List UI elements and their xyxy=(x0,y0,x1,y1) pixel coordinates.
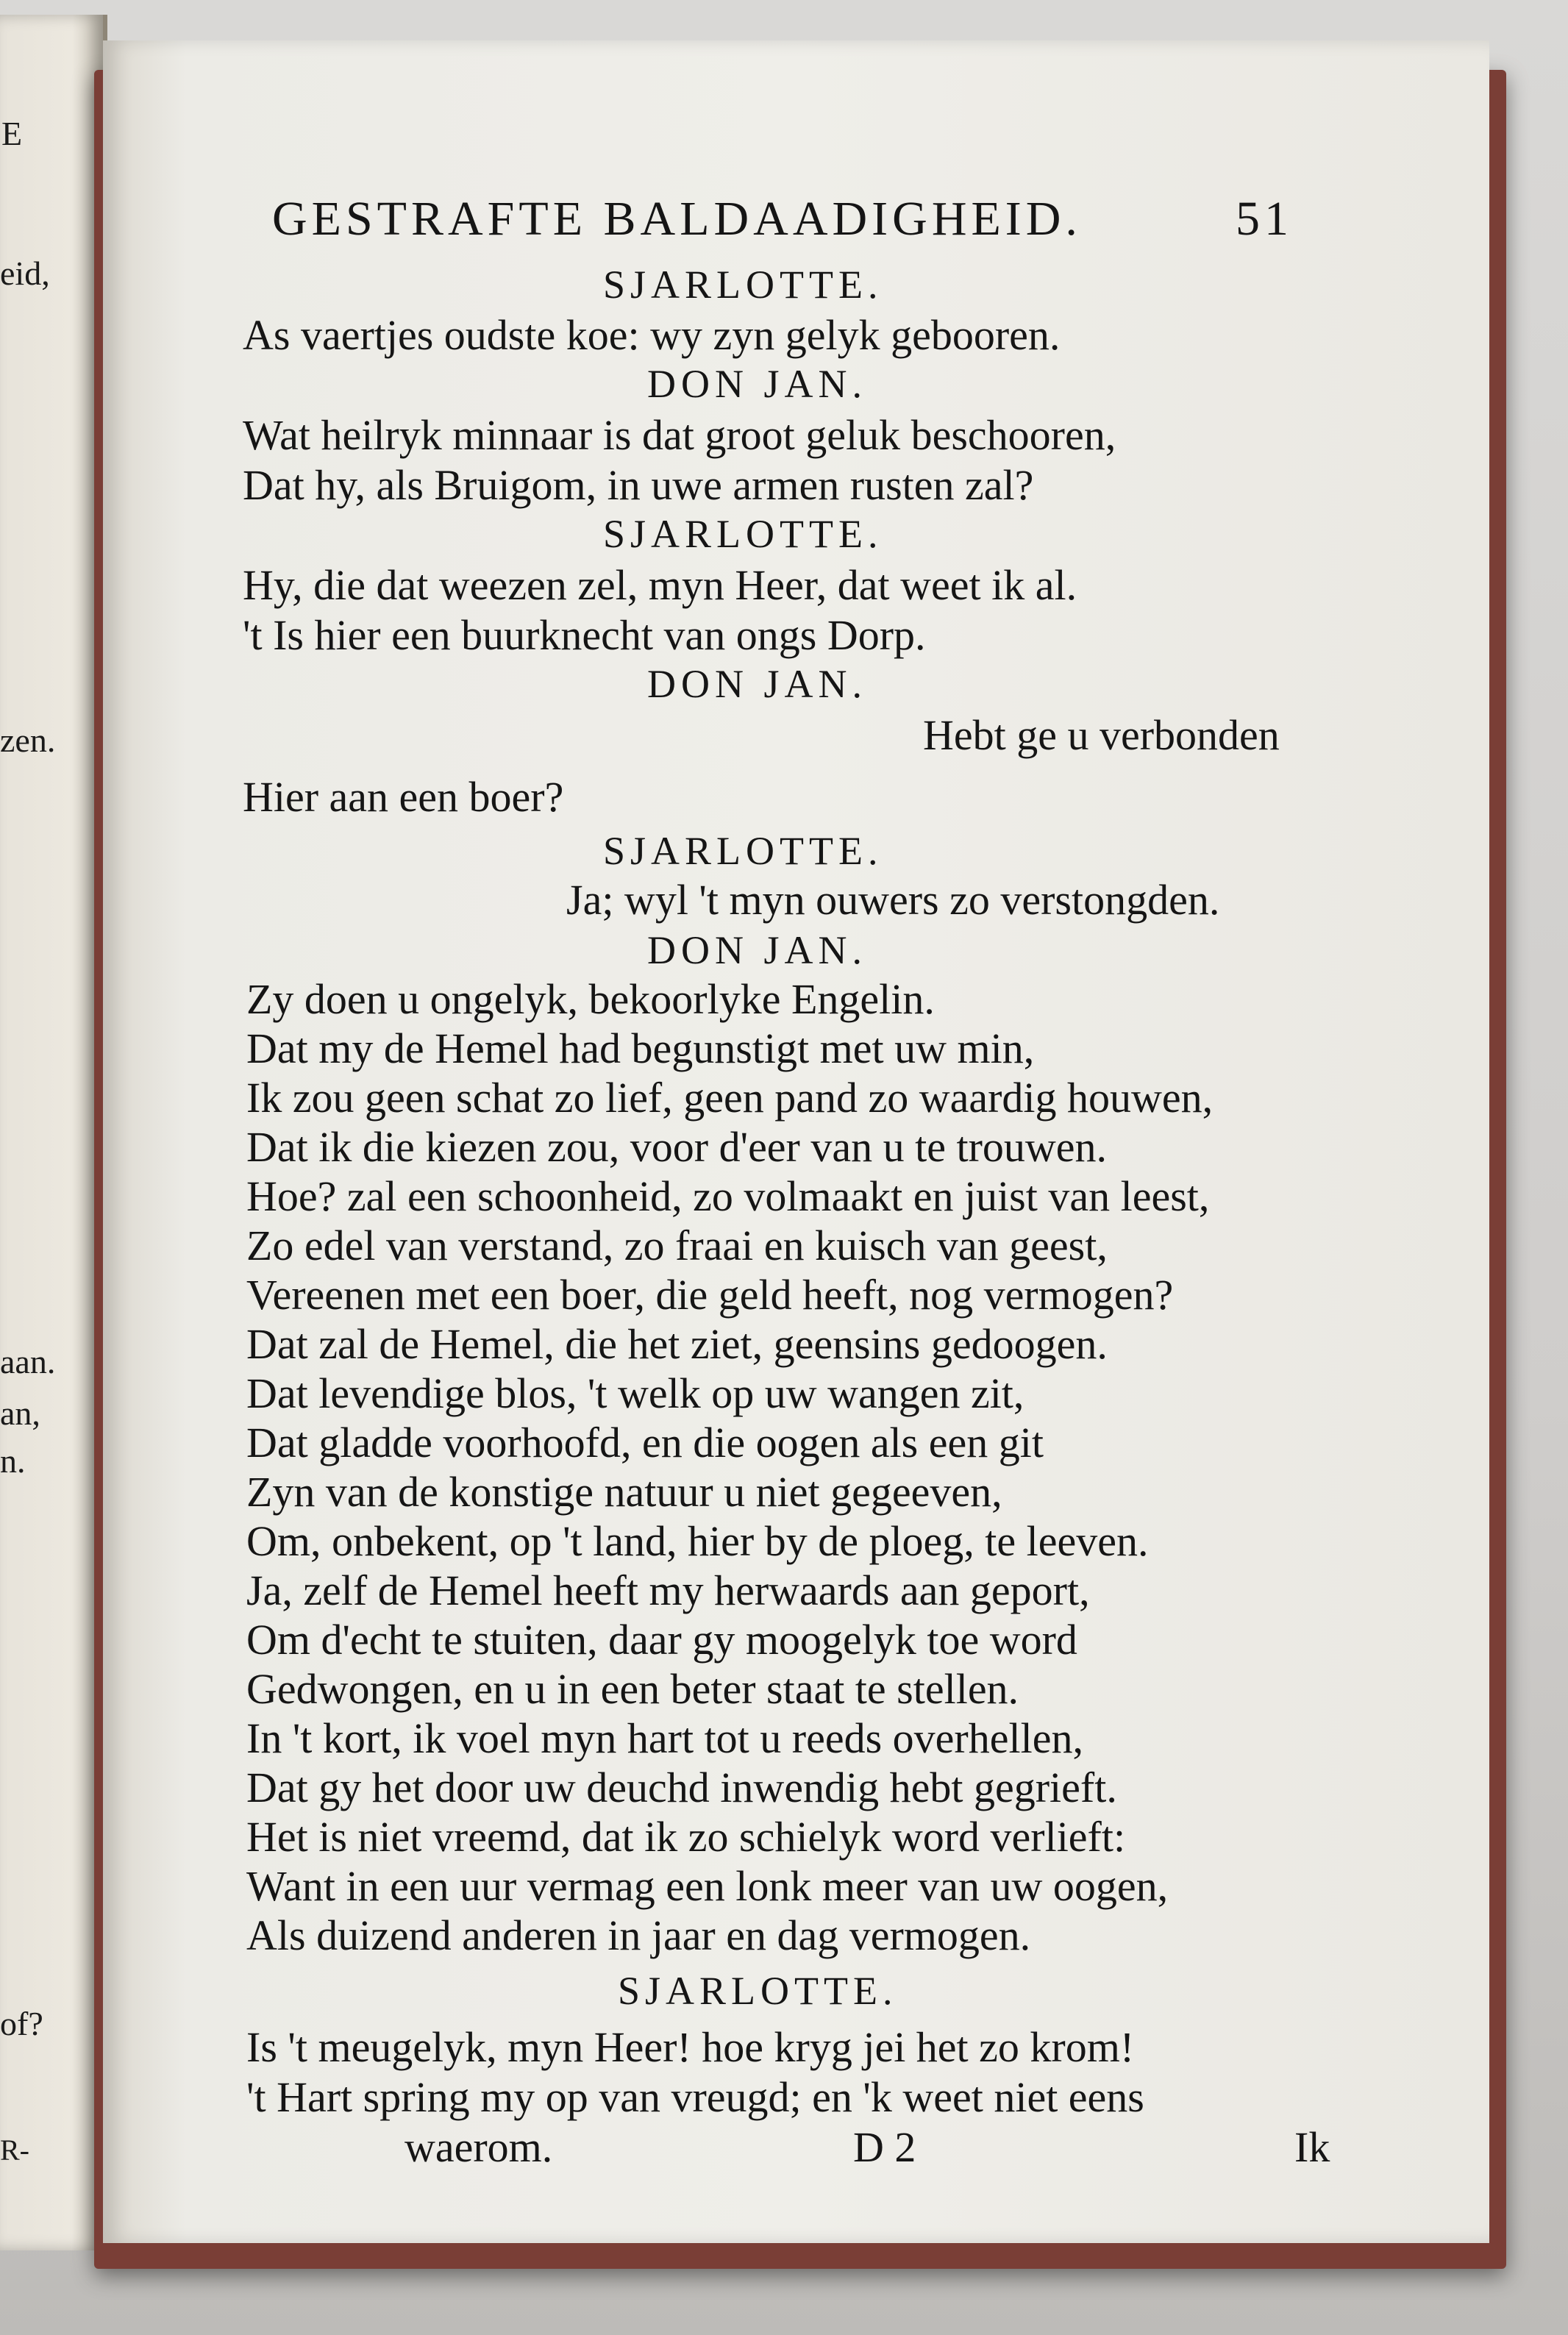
verse-line: Hy, die dat weezen zel, myn Heer, dat weet ik al. xyxy=(243,561,1077,609)
verse-line: Dat ik die kiezen zou, voor d'eer van u te trouwen. xyxy=(246,1123,1108,1171)
verse-line: Ik zou geen schat zo lief, geen pand zo waardig houwen, xyxy=(246,1074,1214,1122)
catchword: Ik xyxy=(1294,2123,1330,2171)
left-fragment: of? xyxy=(0,2005,43,2042)
verse-line: Als duizend anderen in jaar en dag vermogen. xyxy=(246,1911,1031,1959)
signature-mark: D 2 xyxy=(853,2123,916,2171)
left-fragment: zen. xyxy=(0,721,56,759)
left-fragment: n. xyxy=(0,1442,26,1480)
left-fragment: E xyxy=(1,115,23,152)
left-page-edge xyxy=(0,15,107,2250)
left-fragment: eid, xyxy=(0,254,50,292)
verse-line: 't Is hier een buurknecht van ongs Dorp. xyxy=(243,611,926,659)
verse-line: Dat levendige blos, 't welk op uw wangen zit, xyxy=(246,1369,1024,1417)
verse-line: Gedwongen, en u in een beter staat te stellen. xyxy=(246,1665,1019,1713)
speaker-label: SJARLOTTE. xyxy=(603,512,883,556)
verse-line: 't Hart spring my op van vreugd; en 'k weet niet eens xyxy=(246,2073,1144,2121)
speaker-label: DON JAN. xyxy=(647,928,867,972)
verse-line: Want in een uur vermag een lonk meer van uw oogen, xyxy=(246,1862,1169,1910)
speaker-label: SJARLOTTE. xyxy=(603,263,883,307)
verse-line: Zo edel van verstand, zo fraai en kuisch van geest, xyxy=(246,1222,1108,1269)
verse-line: Dat gladde voorhoofd, en die oogen als een git xyxy=(246,1419,1044,1466)
page-number: 51 xyxy=(1236,192,1293,246)
left-fragment: R- xyxy=(0,2133,29,2167)
verse-line-continuation: waerom. xyxy=(405,2123,553,2171)
verse-line: Om, onbekent, op 't land, hier by de ploeg, te leeven. xyxy=(246,1517,1149,1565)
verse-line: As vaertjes oudste koe: wy zyn gelyk gebooren. xyxy=(243,311,1061,359)
verse-line: Is 't meugelyk, myn Heer! hoe kryg jei het zo krom! xyxy=(246,2023,1135,2071)
page-text xyxy=(103,40,1489,2243)
verse-line: In 't kort, ik voel myn hart tot u reeds overhellen, xyxy=(246,1714,1083,1762)
speaker-label: SJARLOTTE. xyxy=(603,829,883,873)
verse-line: Hebt ge u verbonden xyxy=(923,711,1280,759)
verse-line: Zy doen u ongelyk, bekoorlyke Engelin. xyxy=(246,975,935,1023)
verse-line: Zyn van de konstige natuur u niet gegeeven, xyxy=(246,1468,1002,1516)
verse-line: Hoe? zal een schoonheid, zo volmaakt en juist van leest, xyxy=(246,1172,1210,1220)
verse-line: Wat heilryk minnaar is dat groot geluk beschooren, xyxy=(243,411,1116,459)
verse-line: Om d'echt te stuiten, daar gy moogelyk toe word xyxy=(246,1616,1077,1664)
left-fragment: an, xyxy=(0,1394,40,1432)
book-page xyxy=(103,40,1489,2243)
speaker-label: SJARLOTTE. xyxy=(618,1969,898,2013)
running-head: GESTRAFTE BALDAADIGHEID. xyxy=(272,192,1082,246)
verse-line: Dat hy, als Bruigom, in uwe armen rusten zal? xyxy=(243,461,1034,509)
verse-line: Ja, zelf de Hemel heeft my herwaards aan geport, xyxy=(246,1566,1090,1614)
verse-line: Vereenen met een boer, die geld heeft, nog vermogen? xyxy=(246,1271,1174,1319)
verse-line: Dat gy het door uw deuchd inwendig hebt gegrieft. xyxy=(246,1764,1117,1811)
verse-line: Dat zal de Hemel, die het ziet, geensins gedoogen. xyxy=(246,1320,1108,1368)
left-fragment: aan. xyxy=(0,1343,56,1380)
verse-line: Ja; wyl 't myn ouwers zo verstongden. xyxy=(566,876,1220,924)
speaker-label: DON JAN. xyxy=(647,662,867,706)
verse-line: Het is niet vreemd, dat ik zo schielyk word verlieft: xyxy=(246,1813,1126,1861)
verse-line: Dat my de Hemel had begunstigt met uw min, xyxy=(246,1024,1035,1072)
speaker-label: DON JAN. xyxy=(647,362,867,406)
verse-line: Hier aan een boer? xyxy=(243,773,564,821)
